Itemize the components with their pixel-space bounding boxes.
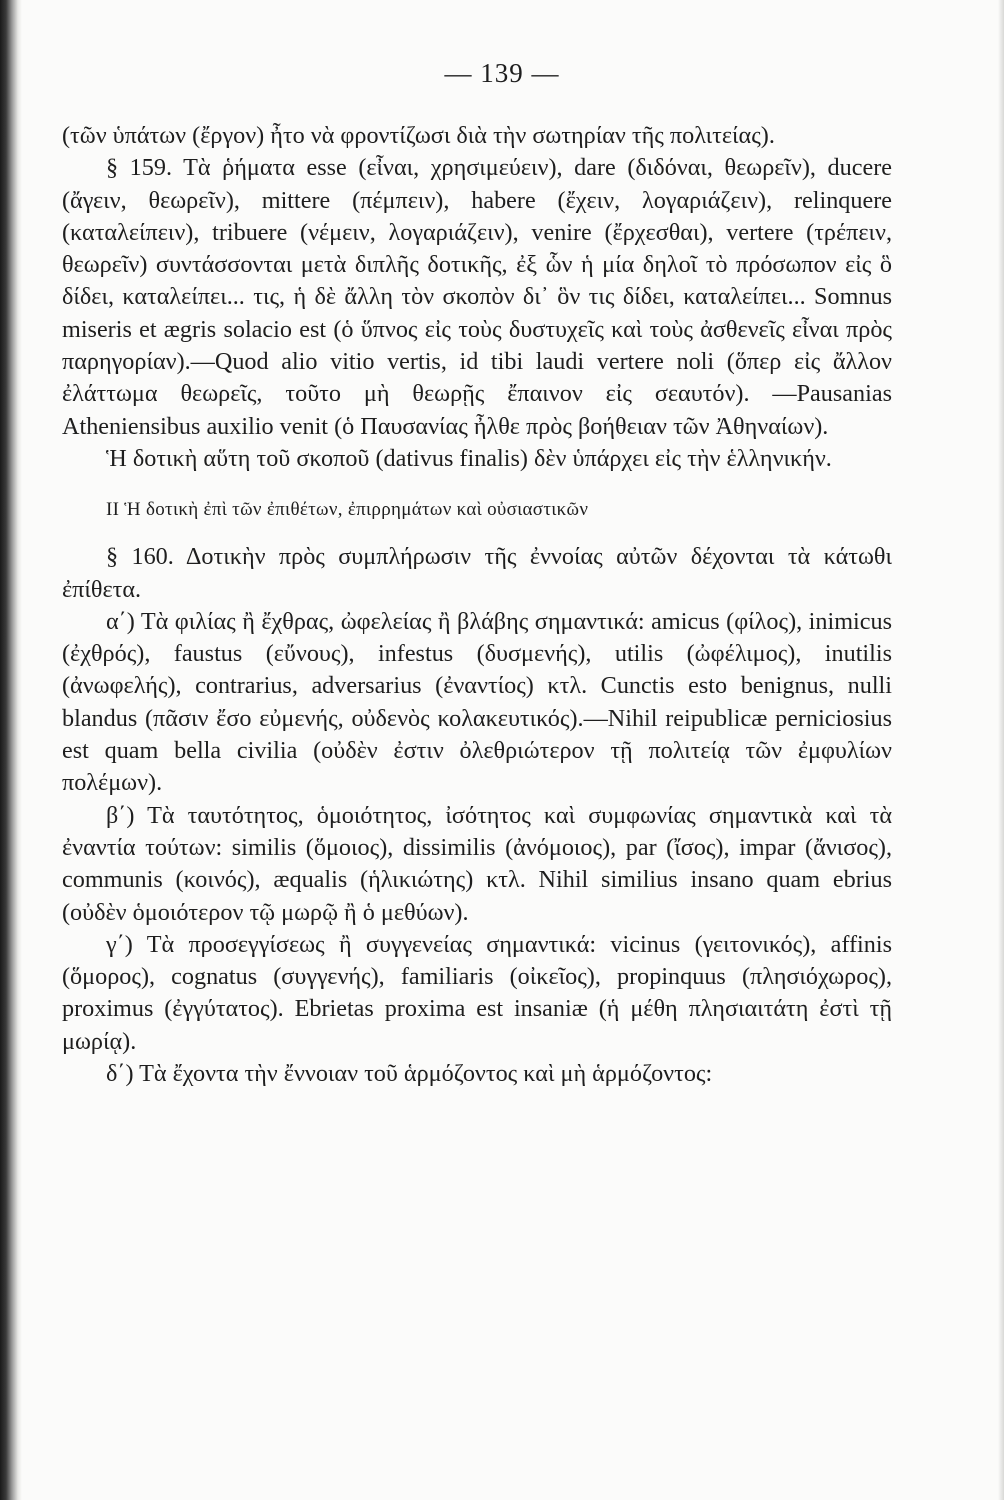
paragraph-gamma: γ΄) Τὰ προσεγγίσεως ἢ συγγενείας σημαντικά: vicinus (γειτονικός), affinis (ὅμορος), cognatus (συγγενής), familiaris (οἰκεῖος), propinquus (πλησιόχωρος), proximus (ἐγγύτατος). Ebrietas proxima est insaniæ (ἡ μέθη πλησιαιτάτη ἐστὶ τῇ μωρίᾳ). [62,930,892,1055]
page-number: — 139 — [444,58,560,88]
paragraph-continuation: (τῶν ὑπάτων (ἔργον) ἦτο νὰ φροντίζωσι διὰ τὴν σωτηρίαν τῆς πολιτείας). [62,122,775,149]
scan-page-edge [0,0,22,1500]
paragraph-section-160: § 160. Δοτικὴν πρὸς συμπλήρωσιν τῆς ἐννοίας αὐτῶν δέχονται τὰ κάτωθι ἐπίθετα. [62,543,892,603]
paragraph-dativus-finalis: Ἡ δοτικὴ αὕτη τοῦ σκοποῦ (dativus finalis) δὲν ὑπάρχει εἰς τὴν ἑλληνικήν. [106,444,832,472]
page-text [62,120,892,1090]
section-heading: II Ἡ δοτικὴ ἐπὶ τῶν ἐπιθέτων, ἐπιρρημάτων καὶ οὐσιαστικῶν [106,499,589,521]
scan-page-edge-right [998,0,1004,1500]
paragraph-alpha: α΄) Τὰ φιλίας ἢ ἔχθρας, ὠφελείας ἢ βλάβης σημαντικά: amicus (φίλος), inimicus (ἐχθρός), faustus (εὔνους), infestus (δυσμενής), utilis (ὠφέλιμος), inutilis (ἀνωφελής), contrarius, adversarius (ἐναντίος) κτλ. Cunctis esto benignus, nulli blandus (πᾶσιν ἔσο εὐμενής, οὐδενὸς κολακευτικός).—Nihil reipublicæ perniciosius est quam bella civilia (οὐδὲν ἐστιν ὀλεθριώτερον τῇ πολιτείᾳ τῶν ἐμφυλίων πολέμων). [62,607,892,797]
paragraph-section-159: § 159. Τὰ ῥήματα esse (εἶναι, χρησιμεύειν), dare (διδόναι, θεωρεῖν), ducere (ἄγειν, θεωρεῖν), mittere (πέμπειν), habere (ἔχειν, λογαριάζειν), relinquere (καταλείπειν), tribuere (νέμειν, λογαριάζειν), venire (ἔρχεσθαι), vertere (τρέπειν, θεωρεῖν) συντάσσονται μετὰ διπλῆς δοτικῆς, ἐξ ὧν ἡ μία δηλοῖ τὸ πρόσωπον εἰς ὃ δίδει, καταλείπει... τις, ἡ δὲ ἄλλη τὸν σκοπὸν δι᾽ ὃν τις δίδει, καταλείπει... Somnus miseris et ægris solacio est (ὁ ὕπνος εἰς τοὺς δυστυχεῖς καὶ τοὺς ἀσθενεῖς εἶναι πρὸς παρηγορίαν).—Quod alio vitio vertis, id tibi laudi vertere noli (ὅπερ εἰς ἄλλον ἐλάττωμα θεωρεῖς, τοῦτο μὴ θεωρῇς ἔπαινον εἰς σεαυτόν). —Pausanias Atheniensibus auxilio venit (ὁ Παυσανίας ἦλθε πρὸς βοήθειαν τῶν Ἀθηναίων). [62,154,892,440]
paragraph-delta: δ΄) Τὰ ἔχοντα τὴν ἔννοιαν τοῦ ἁρμόζοντος καὶ μὴ ἁρμόζοντος: [106,1060,713,1088]
paragraph-beta: β΄) Τὰ ταυτότητος, ὁμοιότητος, ἰσότητος καὶ συμφωνίας σημαντικὰ καὶ τὰ ἐναντία τούτων: similis (ὅμοιος), dissimilis (ἀνόμοιος), par (ἴσος), impar (ἄνισος), communis (κοινός), æqualis (ἡλικιώτης) κτλ. Nihil similius insano quam ebrius (οὐδὲν ὁμοιότερον τῷ μωρῷ ἢ ὁ μεθύων). [62,801,892,926]
